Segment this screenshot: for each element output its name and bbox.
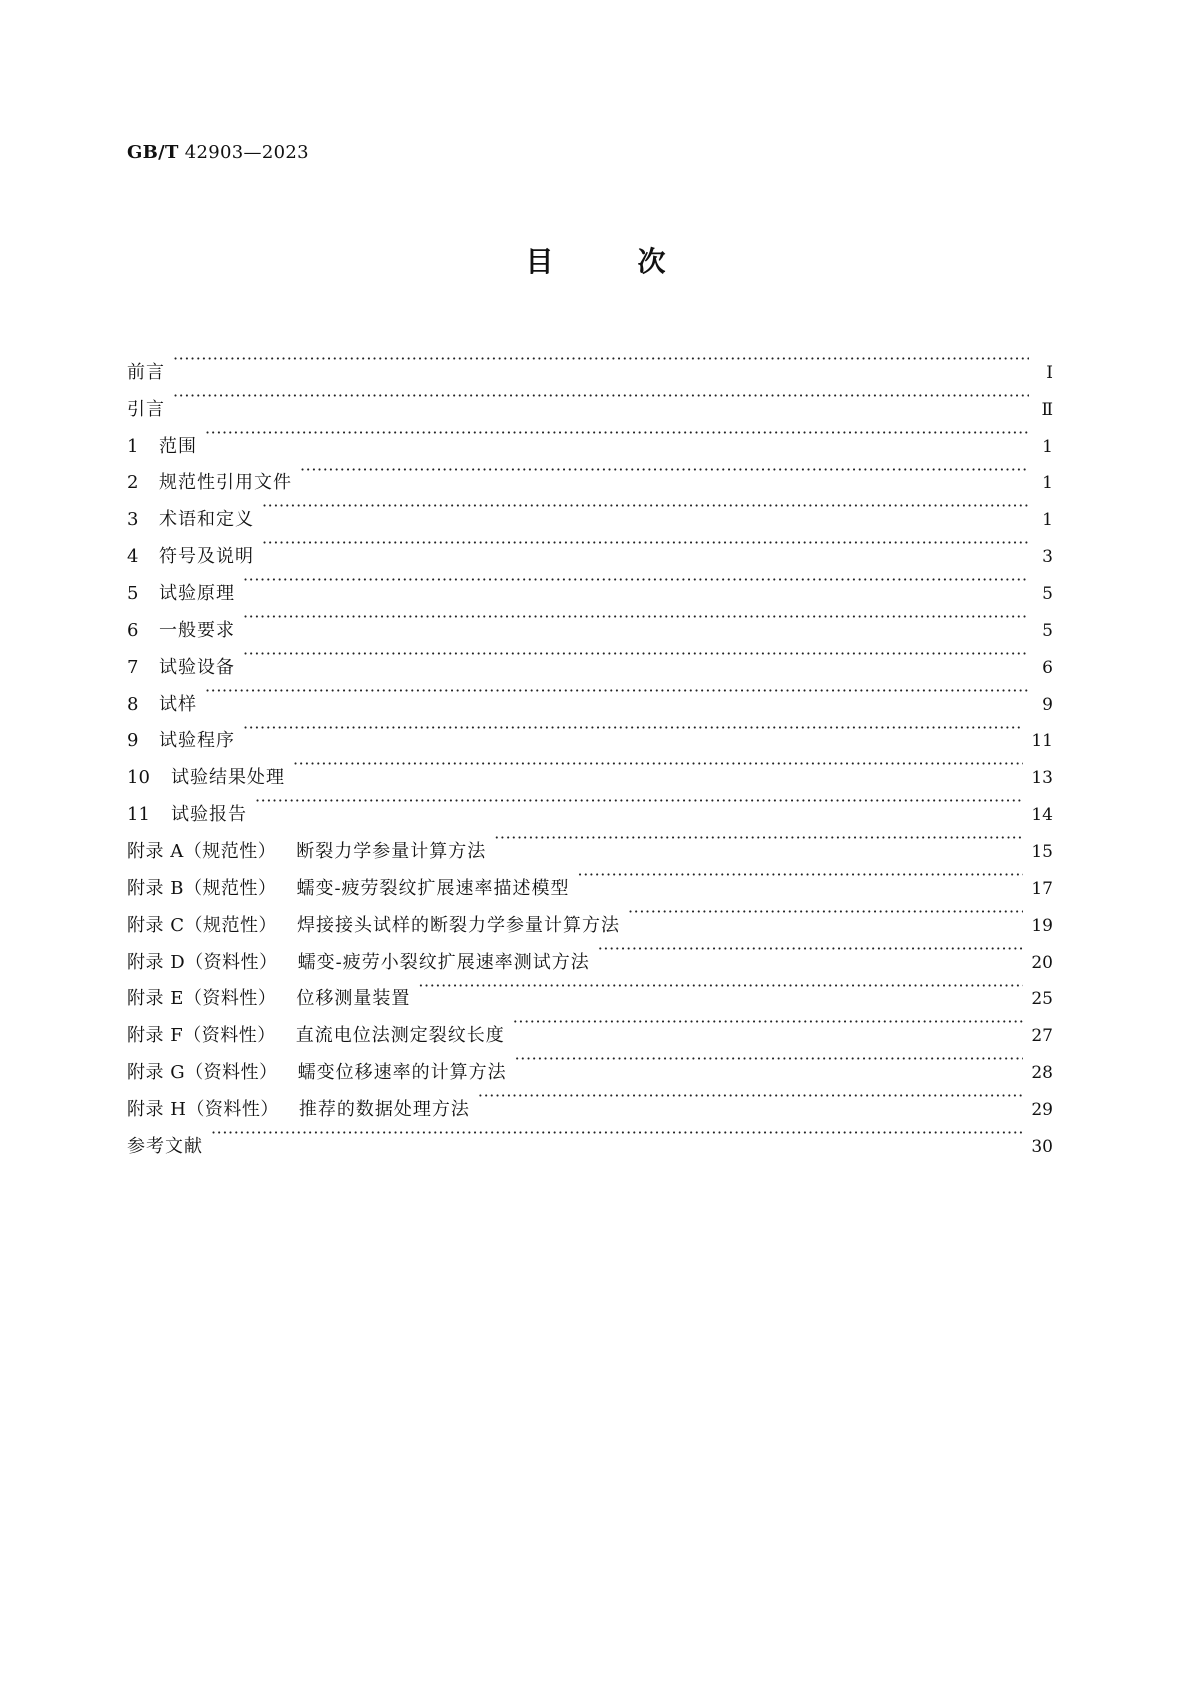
toc-entry-label: 符号及说明 [159,546,254,568]
toc-entry-page: 25 [1031,989,1053,1010]
dot-leader [478,1078,1023,1115]
toc-title-char-2: 次 [637,245,666,278]
toc-entry-label: 引言 [127,398,165,420]
toc-entry-page: 11 [1031,731,1053,752]
annex-title: 焊接接头试样的断裂力学参量计算方法 [297,914,620,936]
dot-leader [515,1041,1024,1078]
dot-leader [494,820,1023,857]
annex-label: 附录 F（资料性） [127,1025,276,1047]
toc-list [127,341,1053,1157]
dot-leader [243,636,1029,673]
dot-leader [173,378,1029,415]
toc-entry-label: 范围 [159,435,197,457]
toc-entry-number: 5 [127,583,139,605]
toc-entry-clause-9[interactable] [127,710,1053,752]
toc-entry-clause-2[interactable] [127,452,1053,494]
toc-entry-clause-1[interactable] [127,415,1053,457]
dot-leader [578,857,1024,894]
toc-entry-page: 19 [1031,915,1053,936]
toc-entry-page: 5 [1042,620,1053,641]
toc-entry-label: 试样 [159,693,197,715]
dot-leader [205,673,1029,710]
annex-label: 附录 B（规范性） [127,877,277,899]
toc-entry-bibliography[interactable] [127,1115,1053,1157]
toc-entry-clause-6[interactable] [127,599,1053,641]
toc-entry-label: 参考文献 [127,1135,203,1157]
toc-entry-page: 6 [1042,657,1053,678]
toc-entry-annex-a[interactable] [127,820,1053,863]
toc-entry-label: 试验结果处理 [171,767,285,789]
toc-entry-page: 1 [1042,510,1053,531]
toc-entry-number: 8 [127,693,139,715]
toc-title-char-1: 目 [525,245,554,278]
toc-entry-page: 30 [1031,1136,1053,1157]
dot-leader [262,525,1029,562]
toc-entry-label: 一般要求 [159,619,235,641]
toc-entry-clause-8[interactable] [127,673,1053,715]
toc-entry-page: Ⅰ [1046,362,1053,383]
toc-entry-clause-4[interactable] [127,525,1053,568]
toc-entry-number: 10 [127,767,150,789]
annex-label: 附录 H（资料性） [127,1099,279,1121]
dot-leader [418,968,1023,1005]
toc-entry-page: 14 [1031,805,1053,826]
dot-leader [243,710,1023,747]
annex-label: 附录 E（资料性） [127,988,277,1010]
toc-title [0,240,1191,280]
dot-leader [293,746,1023,783]
annex-label: 附录 G（资料性） [127,1062,278,1084]
toc-entry-clause-5[interactable] [127,562,1053,605]
toc-entry-introduction[interactable] [127,378,1053,420]
dot-leader [513,1004,1024,1041]
annex-label: 附录 D（资料性） [127,951,278,973]
toc-entry-page: 17 [1031,878,1053,899]
toc-entry-label: 试验程序 [159,730,235,752]
dot-leader [243,562,1029,599]
toc-entry-page: 20 [1031,952,1053,973]
annex-title: 蠕变-疲劳小裂纹扩展速率测试方法 [297,951,590,973]
annex-title: 蠕变-疲劳裂纹扩展速率描述模型 [296,877,570,899]
toc-entry-number: 11 [127,804,150,826]
toc-entry-label: 试验原理 [159,583,235,605]
toc-entry-number: 6 [127,619,139,641]
toc-entry-number: 3 [127,509,139,531]
toc-entry-page: 13 [1031,768,1053,789]
dot-leader [628,894,1023,931]
toc-entry-number: 9 [127,730,139,752]
dot-leader [211,1115,1023,1152]
toc-entry-page: 5 [1042,584,1053,605]
annex-title: 蠕变位移速率的计算方法 [297,1062,507,1084]
dot-leader [255,783,1023,820]
dot-leader [205,415,1029,452]
dot-leader [173,341,1029,378]
dot-leader [598,931,1024,968]
dot-leader [243,599,1029,636]
toc-entry-page: 1 [1042,473,1053,494]
toc-entry-page: 15 [1031,842,1053,863]
toc-entry-clause-10[interactable] [127,746,1053,789]
toc-entry-clause-3[interactable] [127,488,1053,531]
toc-entry-label: 规范性引用文件 [159,472,292,494]
toc-entry-label: 前言 [127,361,165,383]
annex-title: 推荐的数据处理方法 [298,1099,470,1121]
toc-entry-label: 术语和定义 [159,509,254,531]
toc-entry-page: 3 [1042,547,1053,568]
toc-entry-page: 9 [1042,694,1053,715]
toc-entry-label: 试验设备 [159,656,235,678]
toc-entry-page: Ⅱ [1041,399,1053,420]
toc-entry-number: 1 [127,435,139,457]
toc-entry-label: 试验报告 [171,804,247,826]
toc-entry-number: 4 [127,546,139,568]
toc-entry-clause-11[interactable] [127,783,1053,826]
annex-title: 断裂力学参量计算方法 [296,841,487,863]
toc-entry-number: 2 [127,472,139,494]
standard-number: 42903—2023 [184,142,309,163]
toc-entry-number: 7 [127,656,139,678]
standard-prefix: GB/T [127,142,179,163]
toc-entry-page: 29 [1031,1100,1053,1121]
toc-entry-page: 1 [1042,436,1053,457]
dot-leader [262,488,1029,525]
dot-leader [300,452,1029,489]
toc-entry-foreword[interactable] [127,341,1053,383]
annex-label: 附录 A（规范性） [127,841,277,863]
annex-label: 附录 C（规范性） [127,914,277,936]
standard-code [127,142,309,163]
annex-title: 直流电位法测定裂纹长度 [295,1025,505,1047]
toc-entry-clause-7[interactable] [127,636,1053,678]
toc-entry-page: 28 [1031,1063,1053,1084]
toc-entry-page: 27 [1031,1026,1053,1047]
annex-title: 位移测量装置 [296,988,411,1010]
